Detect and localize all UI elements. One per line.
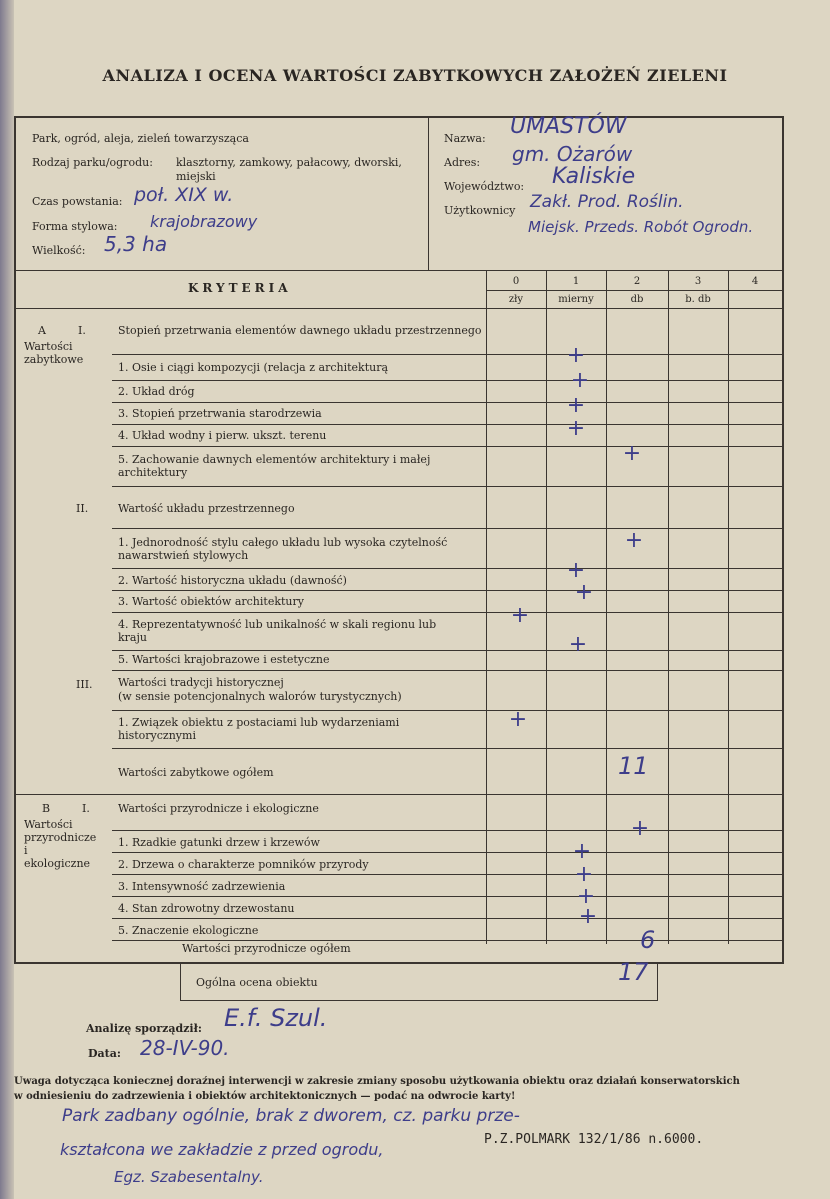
criterion-a2-1: 1. Jednorodność stylu całego układu lub wysoka czytelność nawarstwień stylowych [118, 536, 448, 562]
score-mark: + [570, 368, 590, 393]
col-line-b0 [486, 830, 487, 944]
group-a1-title: Stopień przetrwania elementów dawnego układu przestrzennego [118, 324, 482, 337]
score-mark: + [622, 441, 642, 466]
score-4: 4 [751, 276, 759, 287]
criterion-b-2: 2. Drzewa o charakterze pomników przyrody [118, 858, 369, 871]
score-mark: + [568, 632, 588, 657]
group-a3-title-2: (w sensie potencjonalnych walorów turystycznych) [118, 690, 402, 703]
score-mark: + [574, 580, 594, 605]
row-line [112, 670, 782, 671]
criteria-header-midline [486, 290, 782, 291]
criterion-b-5: 5. Znaczenie ekologiczne [118, 924, 259, 937]
period-label: Czas powstania: [32, 195, 123, 208]
criterion-a1-1: 1. Osie i ciągi kompozycji (relacja z architekturą [118, 361, 389, 374]
size-value: 5,3 ha [104, 232, 168, 256]
date-label: Data: [88, 1047, 121, 1060]
score-mark: + [574, 862, 594, 887]
row-line [112, 830, 782, 831]
criterion-a1-2: 2. Układ dróg [118, 385, 195, 398]
score-mark: + [566, 558, 586, 583]
row-line [112, 590, 782, 591]
row-line [112, 486, 782, 487]
page-edge [0, 0, 14, 1199]
col-line-b3 [668, 830, 669, 944]
overall-value: 17 [618, 958, 649, 986]
section-b-total-label: Wartości przyrodnicze ogółem [182, 942, 351, 955]
handwritten-note-1: Park zadbany ogólnie, brak z dworem, cz. parku prze- [62, 1106, 520, 1126]
style-label: Forma stylowa: [32, 220, 118, 233]
group-a2-num: II. [76, 502, 89, 515]
row-line [112, 402, 782, 403]
criterion-a1-5: 5. Zachowanie dawnych elementów architektury i małej architektury [118, 453, 431, 479]
row-line [112, 918, 782, 919]
row-line [112, 380, 782, 381]
type-options: klasztorny, zamkowy, pałacowy, dworski, [176, 156, 402, 169]
score-mark: + [566, 343, 586, 368]
criterion-b-4: 4. Stan zdrowotny drzewostanu [118, 902, 295, 915]
section-b-label: Wartości przyrodnicze i ekologiczne [24, 818, 97, 870]
style-value: krajobrazowy [150, 212, 258, 231]
criterion-b-1: 1. Rzadkie gatunki drzew i krzewów [118, 836, 320, 849]
type-options-2: miejski [176, 170, 216, 183]
score-mark: + [576, 884, 596, 909]
row-line [112, 940, 782, 941]
score-mark: + [572, 839, 592, 864]
handwritten-note-3: Egz. Szabesentalny. [114, 1168, 264, 1186]
group-a2-title: Wartość układu przestrzennego [118, 502, 295, 515]
prepared-label: Analizę sporządził: [86, 1022, 202, 1035]
row-line [112, 896, 782, 897]
score-name-3: b. db [685, 294, 711, 305]
row-line [112, 528, 782, 529]
header-divider [428, 118, 429, 270]
criterion-b-3: 3. Intensywność zadrzewienia [118, 880, 286, 893]
users-value-2: Miejsk. Przeds. Robót Ogrodn. [528, 218, 754, 236]
score-mark: + [510, 603, 530, 628]
score-mark: + [566, 416, 586, 441]
size-label: Wielkość: [32, 244, 86, 257]
form-frame [14, 116, 784, 964]
criterion-a2-4: 4. Reprezentatywność lub unikalność w skali regionu lub kraju [118, 618, 437, 644]
row-line [112, 446, 782, 447]
print-code: P.Z.POLMARK 132/1/86 n.6000. [484, 1132, 704, 1147]
address-value: gm. Ożarów [512, 142, 633, 166]
criterion-a2-5: 5. Wartości krajobrazowe i estetyczne [118, 653, 330, 666]
section-a-label: Wartości zabytkowe [24, 340, 84, 366]
group-b1-title: Wartości przyrodnicze i ekologiczne [118, 802, 319, 815]
type-label: Rodzaj parku/ogrodu: [32, 156, 153, 169]
group-a3-title-1: Wartości tradycji historycznej [118, 676, 284, 689]
score-mark: + [578, 904, 598, 929]
row-line [112, 612, 782, 613]
row-line [112, 748, 782, 749]
score-name-0: zły [508, 294, 524, 305]
row-line [112, 650, 782, 651]
name-label: Nazwa: [444, 132, 486, 145]
users-value-1: Zakł. Prod. Roślin. [530, 192, 684, 212]
period-value: poł. XIX w. [134, 184, 234, 206]
col-line-b2 [606, 830, 607, 944]
col-line-b1 [546, 830, 547, 944]
group-a3-num: III. [76, 678, 93, 691]
note-line-2: w odniesieniu do zadrzewienia i obiektów architektonicznych — podać na odwrocie karty! [14, 1091, 516, 1102]
score-0: 0 [512, 276, 520, 287]
row-line [112, 568, 782, 569]
score-3: 3 [694, 276, 702, 287]
voivodeship-value: Kaliskie [552, 164, 636, 189]
criterion-a2-2: 2. Wartość historyczna układu (dawność) [118, 574, 347, 587]
users-label: Użytkownicy [444, 204, 516, 217]
overall-label: Ogólna ocena obiektu [196, 976, 318, 989]
kind-label: Park, ogród, aleja, zieleń towarzysząca [32, 132, 249, 145]
handwritten-note-2: kształcona we zakładzie z przed ogrodu, [60, 1140, 384, 1159]
section-a-total: 11 [618, 752, 649, 780]
criterion-a2-3: 3. Wartość obiektów architektury [118, 595, 304, 608]
group-b1-num: I. [82, 802, 90, 815]
row-line [112, 874, 782, 875]
address-label: Adres: [444, 156, 481, 169]
score-mark: + [624, 528, 644, 553]
row-line [112, 424, 782, 425]
row-line [112, 354, 782, 355]
section-b-letter: B [42, 802, 51, 815]
group-a1-num: I. [78, 324, 86, 337]
score-name-2: db [630, 294, 644, 305]
section-divider [16, 794, 782, 795]
date-value: 28-IV-90. [140, 1036, 230, 1060]
section-a-total-label: Wartości zabytkowe ogółem [118, 766, 274, 779]
criterion-a3-1: 1. Związek obiektu z postaciami lub wydarzeniami historycznymi [118, 716, 400, 742]
voivodeship-label: Województwo: [444, 180, 525, 193]
prepared-signature: E.f. Szul. [224, 1004, 328, 1032]
section-a-letter: A [38, 324, 46, 337]
row-line [112, 852, 782, 853]
score-name-1: mierny [558, 294, 594, 305]
form-title: ANALIZA I OCENA WARTOŚCI ZABYTKOWYCH ZAŁOŻEŃ ZIELENI [102, 66, 728, 85]
criteria-label: KRYTERIA [188, 281, 292, 295]
criterion-a1-4: 4. Układ wodny i pierw. ukszt. terenu [118, 429, 327, 442]
row-line [112, 710, 782, 711]
criterion-a1-3: 3. Stopień przetrwania starodrzewia [118, 407, 322, 420]
section-b-total: 6 [640, 926, 656, 954]
name-value: UMASTÓW [510, 114, 627, 139]
score-mark: + [566, 393, 586, 418]
score-1: 1 [572, 276, 580, 287]
col-line-b4 [728, 830, 729, 944]
score-mark: + [630, 816, 650, 841]
score-2: 2 [633, 276, 641, 287]
score-mark: + [508, 707, 528, 732]
note-line-1: Uwaga dotycząca koniecznej doraźnej interwencji w zakresie zmiany sposobu użytkowania obiektu oraz działań konserwatorskich [14, 1076, 740, 1087]
